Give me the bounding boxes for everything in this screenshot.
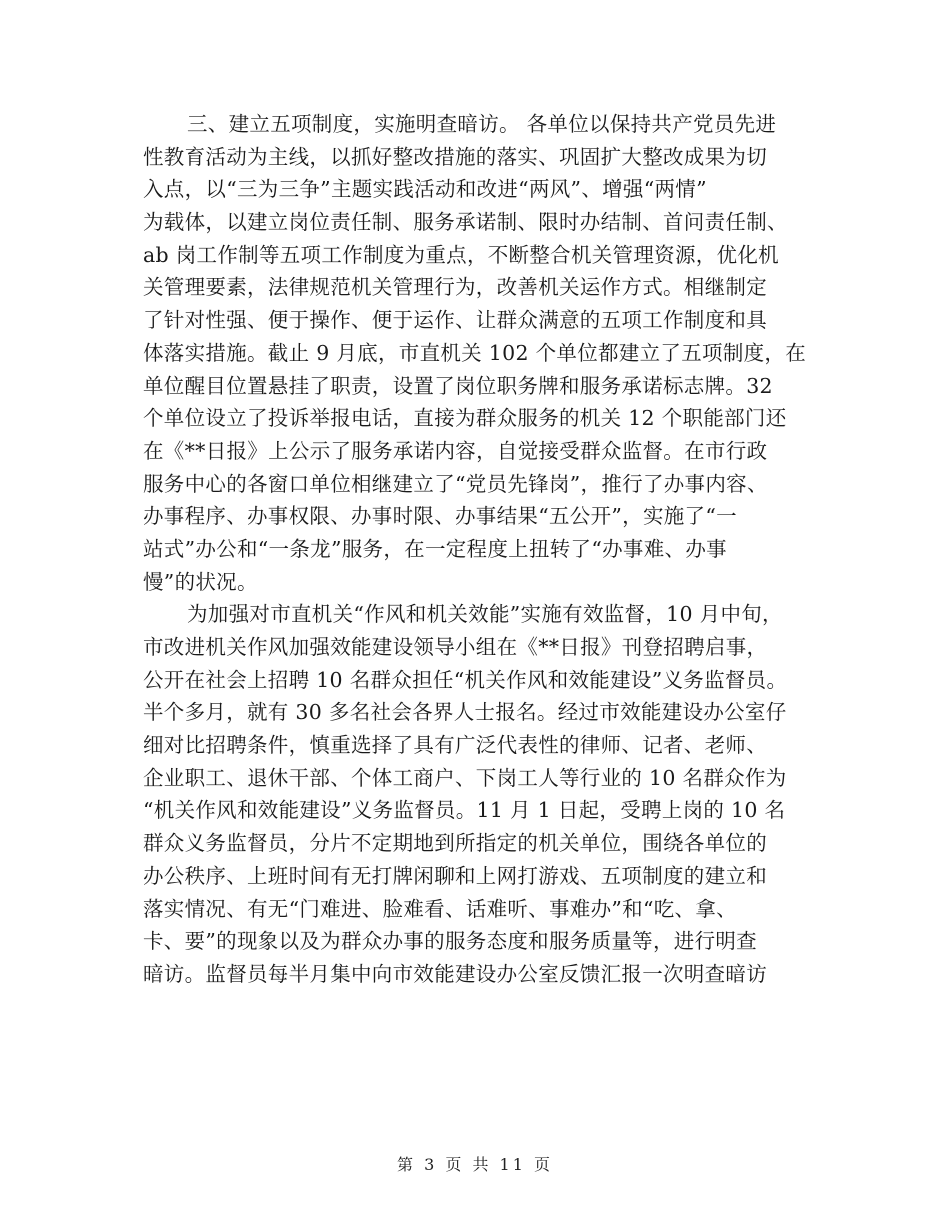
text-line: 群众义务监督员，分片不定期地到所指定的机关单位，围绕各单位的 <box>143 831 767 856</box>
text-line: 入点，以“三为三争”主题实践活动和改进“两风”、增强“两情” <box>143 177 707 202</box>
text-line: 卡、要”的现象以及为群众办事的服务态度和服务质量等，进行明查 <box>143 929 757 954</box>
text-line: 站式”办公和“一条龙”服务，在一定程度上扭转了“办事难、办事 <box>143 536 727 561</box>
text-line: 三、建立五项制度，实施明查暗访。 各单位以保持共产党员先进 <box>187 112 777 136</box>
text-line: 暗访。监督员每半月集中向市效能建设办公室反馈汇报一次明查暗访 <box>143 961 767 986</box>
text-line: 公开在社会上招聘 10 名群众担任“机关作风和效能建设”义务监督员。 <box>143 667 788 692</box>
text-line: 在《**日报》上公示了服务承诺内容，自觉接受群众监督。在市行政 <box>143 438 768 463</box>
text-line: ab 岗工作制等五项工作制度为重点，不断整合机关管理资源，优化机 <box>143 242 779 267</box>
text-line: 企业职工、退休干部、个体工商户、下岗工人等行业的 10 名群众作为 <box>143 765 787 790</box>
text-line: 市改进机关作风加强效能建设领导小组在《**日报》刊登招聘启事， <box>143 635 768 659</box>
text-line: 性教育活动为主线，以抓好整改措施的落实、巩固扩大整改成果为切 <box>143 144 767 169</box>
text-line: 办公秩序、上班时间有无打牌闲聊和上网打游戏、五项制度的建立和 <box>143 863 767 888</box>
text-line: 落实情况、有无“门难进、脸难看、话难听、事难办”和“吃、拿、 <box>143 896 737 921</box>
page-number-footer: 第 3 页 共 11 页 <box>397 1155 553 1174</box>
text-line: 细对比招聘条件，慎重选择了具有广泛代表性的律师、记者、老师、 <box>143 733 767 758</box>
text-line: 单位醒目位置悬挂了职责，设置了岗位职务牌和服务承诺标志牌。32 <box>143 373 773 398</box>
text-line: 为载体，以建立岗位责任制、服务承诺制、限时办结制、首问责任制、 <box>143 210 788 235</box>
text-line: 个单位设立了投诉举报电话，直接为群众服务的机关 12 个职能部门还 <box>143 406 787 431</box>
document-body <box>143 108 813 991</box>
text-line: 了针对性强、便于操作、便于运作、让群众满意的五项工作制度和具 <box>143 308 767 333</box>
text-line: 慢”的状况。 <box>143 569 258 594</box>
text-line: 半个多月，就有 30 多名社会各界人士报名。经过市效能建设办公室仔 <box>143 700 787 725</box>
text-line: 为加强对市直机关“作风和机关效能”实施有效监督，10 月中旬， <box>187 602 783 627</box>
text-line: 办事程序、办事权限、办事时限、办事结果“五公开”，实施了“一 <box>143 504 737 529</box>
text-line: 关管理要素，法律规范机关管理行为，改善机关运作方式。相继制定 <box>143 275 767 300</box>
text-line: 服务中心的各窗口单位相继建立了“党员先锋岗”，推行了办事内容、 <box>143 471 768 496</box>
text-line: 体落实措施。截止 9 月底，市直机关 102 个单位都建立了五项制度，在 <box>143 340 807 365</box>
text-line: “机关作风和效能建设”义务监督员。11 月 1 日起，受聘上岗的 10 名 <box>143 798 786 823</box>
